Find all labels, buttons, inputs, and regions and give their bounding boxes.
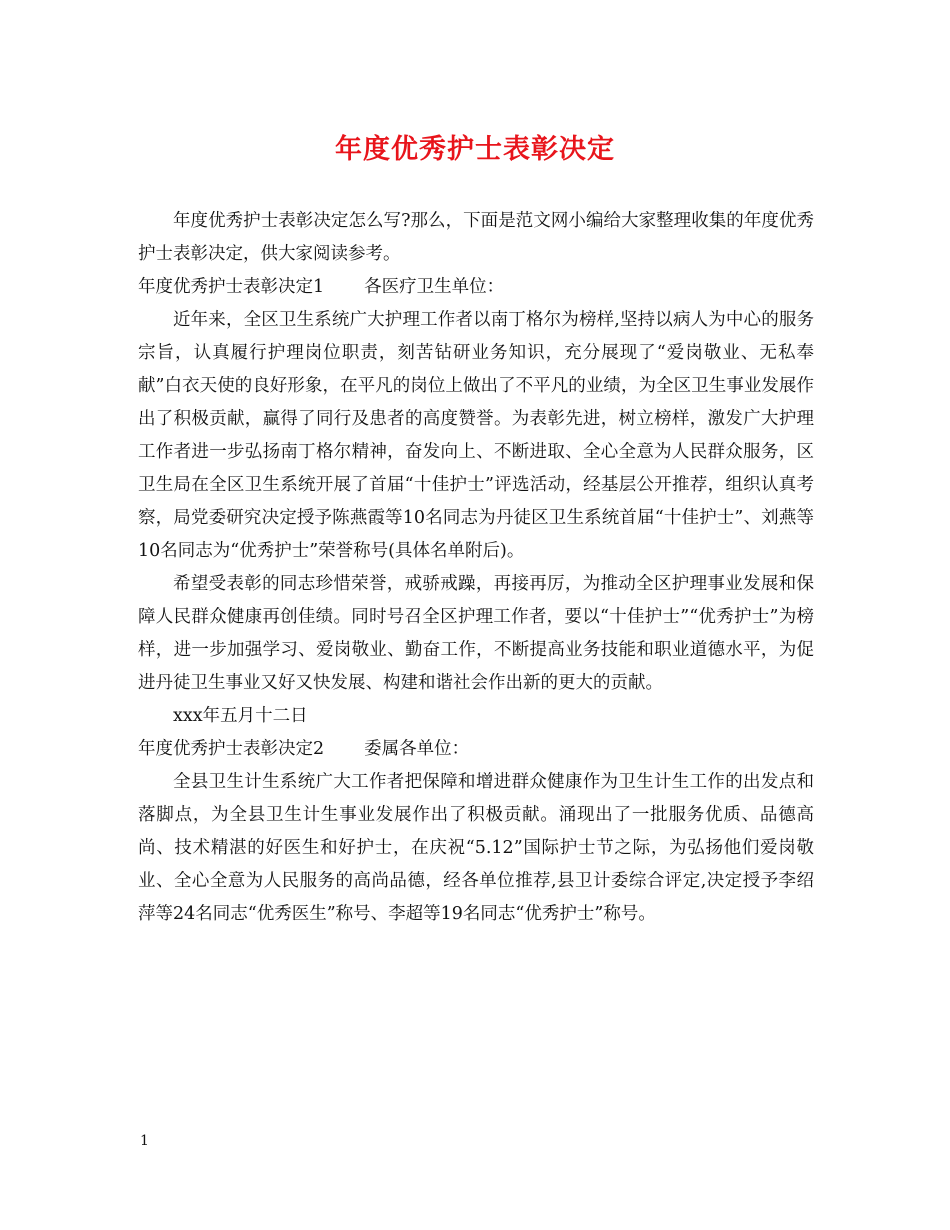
document-title: 年度优秀护士表彰决定: [335, 134, 615, 165]
section2-heading: 年度优秀护士表彰决定2: [138, 739, 325, 759]
section2-paragraph1: 全县卫生计生系统广大工作者把保障和增进群众健康作为卫生计生工作的出发点和落脚点，为全县卫生计生事业发展作出了积极贡献。涌现出了一批服务优质、品德高尚、技术精湛的好医生和好护士，在庆祝“5.12”国际护士节之际，为弘扬他们爱岗敬业、全心全意为人民服务的高尚品德，经各单位推荐,县卫计委综合评定,决定授予李绍萍等24名同志“优秀医生”称号、李超等19名同志“优秀护士”称号。: [138, 772, 814, 924]
document-body: [138, 205, 814, 931]
section1-heading: 年度优秀护士表彰决定1: [138, 277, 325, 297]
section1-paragraph2: 希望受表彰的同志珍惜荣誉，戒骄戒躁，再接再厉，为推动全区护理事业发展和保障人民群众健康再创佳绩。同时号召全区护理工作者，要以“十佳护士”“优秀护士”为榜样，进一步加强学习、爱岗敬业、勤奋工作，不断提高业务技能和职业道德水平，为促进丹徒卫生事业又好又快发展、构建和谐社会作出新的更大的贡献。: [138, 574, 814, 693]
page-number: 1: [140, 1133, 149, 1149]
section1-recipient: 各医疗卫生单位：: [364, 277, 505, 297]
section1-date: xxx年五月十二日: [173, 706, 308, 726]
section1-paragraph1: 近年来，全区卫生系统广大护理工作者以南丁格尔为榜样,坚持以病人为中心的服务宗旨，认真履行护理岗位职责，刻苦钻研业务知识，充分展现了“爱岗敬业、无私奉献”白衣天使的良好形象，在平凡的岗位上做出了不平凡的业绩，为全区卫生事业发展作出了积极贡献，赢得了同行及患者的高度赞誉。为表彰先进，树立榜样，激发广大护理工作者进一步弘扬南丁格尔精神，奋发向上、不断进取、全心全意为人民群众服务，区卫生局在全区卫生系统开展了首届“十佳护士”评选活动，经基层公开推荐，组织认真考察，局党委研究决定授予陈燕霞等10名同志为丹徒区卫生系统首届“十佳护士”、刘燕等10名同志为“优秀护士”荣誉称号(具体名单附后)。: [138, 310, 814, 561]
section2-recipient: 委属各单位：: [364, 739, 470, 759]
section1-heading-line: [138, 271, 814, 304]
section2-heading-line: [138, 733, 814, 766]
intro-paragraph: 年度优秀护士表彰决定怎么写?那么，下面是范文网小编给大家整理收集的年度优秀护士表彰决定，供大家阅读参考。: [138, 211, 814, 264]
